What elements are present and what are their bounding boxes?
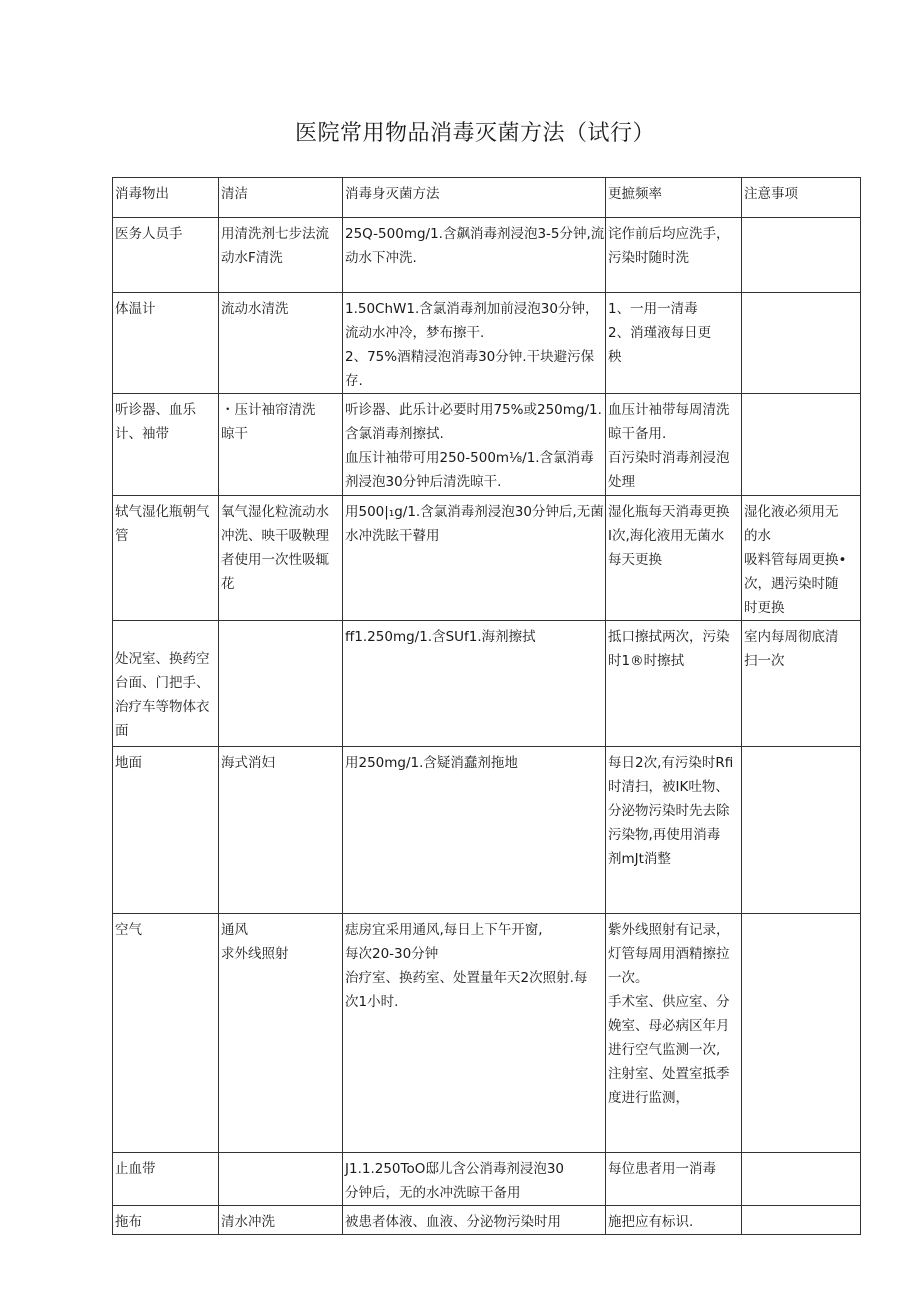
cell-text-line: 进行空气监测一次,	[608, 1042, 721, 1058]
cell-text-line: 痣房宜采用通风,每日上下午开窗,	[345, 922, 543, 938]
cell-text-line: 面	[115, 723, 129, 739]
cell-text-line: 室内每周彻底清	[744, 629, 839, 645]
header-cell-clean: 清洁	[219, 178, 343, 218]
method-cell	[343, 394, 606, 496]
cell-text-line: 动水F清洗	[221, 250, 283, 266]
cell-text-line: 水冲洗眩干瞽用	[345, 528, 440, 544]
cell-text-line: 拖布	[115, 1214, 142, 1230]
cell-text-line: 娩室、母必病区年月	[608, 1018, 730, 1034]
cell-text-line: 灯管每周用酒精擦拉	[608, 946, 730, 962]
table-row	[113, 293, 861, 394]
table-row	[113, 394, 861, 496]
table-row	[113, 496, 861, 621]
cell-text-line: 度进行监测，	[608, 1090, 689, 1106]
cell-text-line: 处况室、换药空	[115, 651, 210, 667]
clean-cell	[219, 496, 343, 621]
page-title: 医院常用物品消毒灭菌方法（试行）	[294, 121, 655, 146]
cell-text-line: J1.1.250ToO邸儿含公消毒剂浸泡30	[345, 1161, 565, 1177]
clean-cell	[219, 1153, 343, 1206]
item-cell	[113, 293, 219, 394]
cell-text-line: 每位患者用一消毒	[608, 1161, 716, 1177]
table-row	[113, 747, 861, 914]
clean-cell	[219, 621, 343, 747]
header-cell-item: 消毒物出	[113, 178, 219, 218]
cell-text-line: I次,海化液用无菌水	[608, 528, 725, 544]
notes-cell	[742, 496, 861, 621]
cell-text-line: 时清扫，被IK吐物、	[608, 779, 729, 795]
cell-text-line: 湿化液必须用无	[744, 504, 839, 520]
cell-text-line: 轼气湿化瓶朝气	[115, 504, 210, 520]
cell-text-line: 抵口擦拭两次，污染	[608, 629, 730, 645]
cell-text-line: 医务人员手	[115, 226, 183, 242]
clean-cell	[219, 1206, 343, 1235]
frequency-cell	[606, 394, 742, 496]
notes-cell	[742, 1206, 861, 1235]
notes-cell	[742, 621, 861, 747]
cell-text-line: 血压计袖带每周清洗	[608, 402, 730, 418]
notes-cell	[742, 394, 861, 496]
cell-text-line: 者使用一次性吸辄	[221, 552, 329, 568]
clean-cell	[219, 218, 343, 293]
method-cell	[343, 1153, 606, 1206]
clean-cell	[219, 914, 343, 1153]
item-cell	[113, 218, 219, 293]
cell-text-line: 用500|₁g∕1.含氯消毒剂浸泡30分钟后,无菌	[345, 504, 604, 520]
cell-text-line: 晾干	[221, 426, 248, 442]
item-cell	[113, 1153, 219, 1206]
cell-text-line: 分钟后，无的水冲洗晾干备用	[345, 1185, 521, 1201]
cell-text-line: 血压计袖带可用250-500m⅛∕1.含氯消毒	[345, 450, 594, 466]
method-cell	[343, 747, 606, 914]
table-row	[113, 621, 861, 747]
cell-text-line: 扫一次	[744, 653, 785, 669]
cell-text-line: ff1.250mg∕1.含SUf1.海剂擦拭	[345, 629, 536, 645]
item-cell	[113, 747, 219, 914]
notes-cell	[742, 293, 861, 394]
notes-cell	[742, 218, 861, 293]
cell-text-line: 流动水清洗	[221, 301, 289, 317]
notes-cell	[742, 747, 861, 914]
cell-text-line: 的水	[744, 528, 771, 544]
table-row	[113, 1206, 861, 1235]
cell-text-line: 1.50ChW1.含氯消毒剂加前浸泡30分钟，	[345, 301, 599, 317]
frequency-cell	[606, 293, 742, 394]
frequency-cell	[606, 218, 742, 293]
cell-text-line: 2、75%酒精浸泡消毒30分钟.干块避污保	[345, 349, 595, 365]
notes-cell	[742, 914, 861, 1153]
cell-text-line: 用250mg∕1.含疑消蠢剂拖地	[345, 755, 518, 771]
cell-text-line: 分泌物污染时先去除	[608, 803, 730, 819]
header-cell-method: 消毒身灭菌方法	[343, 178, 606, 218]
frequency-cell	[606, 1206, 742, 1235]
cell-text-line: 一次。	[608, 970, 649, 986]
cell-text-line: 地面	[115, 755, 142, 771]
cell-text-line: 求外线照射	[221, 946, 289, 962]
cell-text-line: 诧作前后均应洗手，	[608, 226, 730, 242]
cell-text-line: 每日2次,有污染时Rfi	[608, 755, 734, 771]
cell-text-line: 手术室、供应室、分	[608, 994, 730, 1010]
cell-text-line: 剂mJt消整	[608, 851, 671, 867]
item-cell	[113, 394, 219, 496]
cell-text-line: 次，遇污染时随	[744, 576, 839, 592]
header-cell-frequency: 更摭频率	[606, 178, 742, 218]
item-cell	[113, 1206, 219, 1235]
cell-text-line: 治疗室、换药室、处置量年天2次照射.每	[345, 970, 588, 986]
cell-text-line: 紫外线照射有记录，	[608, 922, 730, 938]
cell-text-line: 25Q-500mg∕1.含飙消毒剂浸泡3-5分钟,流	[345, 226, 605, 242]
cell-text-line: 施把应有标识.	[608, 1214, 694, 1230]
cell-text-line: 被患者体液、血液、分泌物污染时用	[345, 1214, 561, 1230]
cell-text-line: 每次20-30分钟	[345, 946, 439, 962]
cell-text-line: 秧	[608, 349, 622, 365]
cell-text-line: 2、消瑾液每日更	[608, 325, 712, 341]
method-cell	[343, 293, 606, 394]
item-cell	[113, 914, 219, 1153]
clean-cell	[219, 293, 343, 394]
cell-text-line: 晾干备用.	[608, 426, 667, 442]
cell-text-line: 听诊器、血乐	[115, 402, 196, 418]
method-cell	[343, 496, 606, 621]
table-header-row	[113, 178, 861, 218]
table-row	[113, 914, 861, 1153]
item-cell	[113, 496, 219, 621]
cell-text-line: 体温计	[115, 301, 156, 317]
cell-text-line: 氧气湿化粒流动水	[221, 504, 329, 520]
frequency-cell	[606, 747, 742, 914]
cell-text-line: 1、一用一清毒	[608, 301, 698, 317]
cell-text-line: 百污染时消毒剂浸泡	[608, 450, 730, 466]
cell-text-line: 含氯消毒剂擦拭.	[345, 426, 444, 442]
frequency-cell	[606, 1153, 742, 1206]
cell-text-line: 台面、门把手、	[115, 675, 210, 691]
cell-text-line: 听诊器、此乐计必要时用75%或250mg∕1.	[345, 402, 602, 418]
table-row	[113, 218, 861, 293]
disinfection-table	[112, 177, 861, 1235]
table-row	[113, 1153, 861, 1206]
cell-text-line: 花	[221, 576, 235, 592]
cell-text-line: 管	[115, 528, 129, 544]
cell-text-line: 注射室、处置室抵季	[608, 1066, 730, 1082]
frequency-cell	[606, 621, 742, 747]
method-cell	[343, 914, 606, 1153]
cell-text-line: 冲洗、映干吸鞅理	[221, 528, 329, 544]
cell-text-line: 存.	[345, 373, 363, 389]
clean-cell	[219, 747, 343, 914]
method-cell	[343, 1206, 606, 1235]
cell-text-line: 流动水冲冷，梦布擦干.	[345, 325, 485, 341]
cell-text-line: 时1®时擦拭	[608, 653, 685, 669]
cell-text-line: 每天更换	[608, 552, 662, 568]
item-cell	[113, 621, 219, 747]
cell-text-line: 吸料管每周更换•	[744, 552, 847, 568]
cell-text-line: 通风	[221, 922, 248, 938]
frequency-cell	[606, 496, 742, 621]
frequency-cell	[606, 914, 742, 1153]
cell-text-line: 时更换	[744, 600, 785, 616]
cell-text-line: 海式消妇	[221, 755, 275, 771]
cell-text-line: 动水下冲洗.	[345, 250, 417, 266]
method-cell	[343, 621, 606, 747]
cell-text-line: 治疗车等物体衣	[115, 699, 210, 715]
cell-text-line: 污染物,再使用消毒	[608, 827, 721, 843]
header-cell-notes: 注意事项	[742, 178, 861, 218]
cell-text-line: 湿化瓶每天消毒更换	[608, 504, 730, 520]
cell-text-line: 计、袖带	[115, 426, 169, 442]
cell-text-line: 次1小时.	[345, 994, 399, 1010]
cell-text-line: 止血带	[115, 1161, 156, 1177]
cell-text-line: ・压计袖帘清洗	[221, 402, 316, 418]
cell-text-line: 清水冲洗	[221, 1214, 275, 1230]
notes-cell	[742, 1153, 861, 1206]
cell-text-line: 处理	[608, 474, 635, 490]
clean-cell	[219, 394, 343, 496]
cell-text-line: 用清洗剂七步法流	[221, 226, 329, 242]
cell-text-line: 空气	[115, 922, 142, 938]
cell-text-line: 污染时随时洗	[608, 250, 689, 266]
method-cell	[343, 218, 606, 293]
cell-text-line: 剂浸泡30分钟后清洗晾干.	[345, 474, 502, 490]
